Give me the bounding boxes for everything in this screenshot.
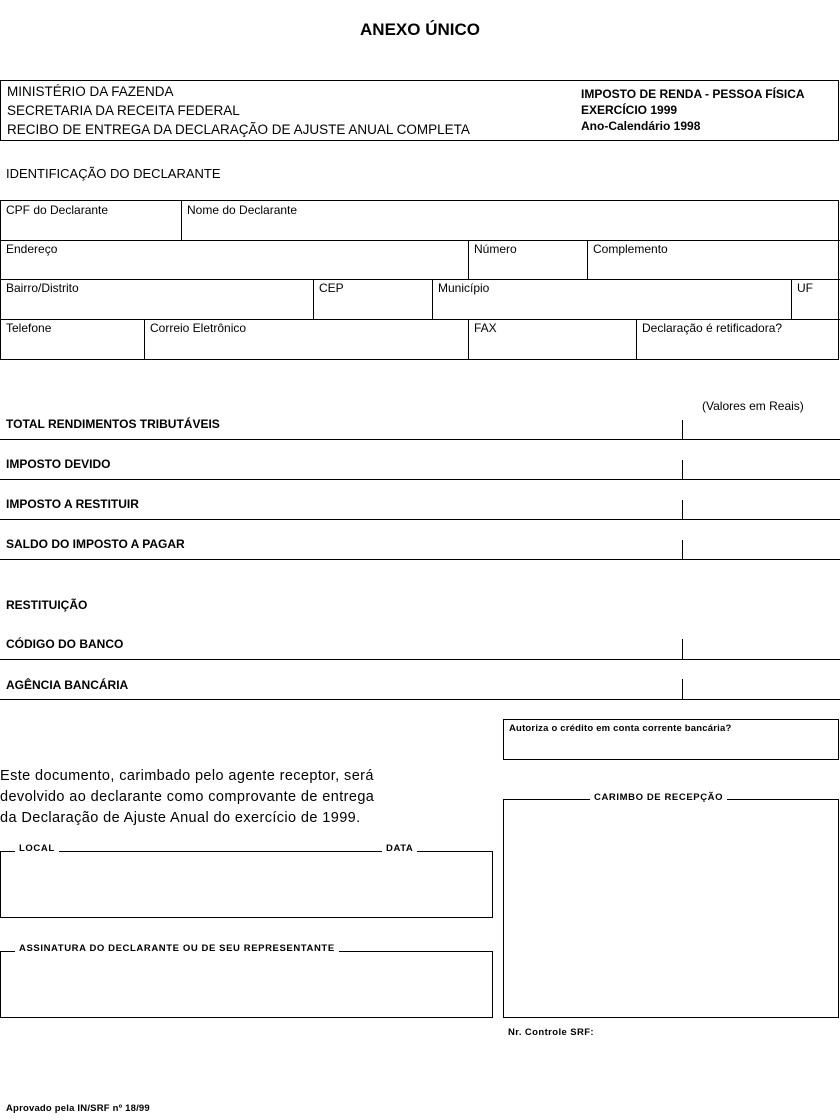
cep-field[interactable] bbox=[313, 279, 432, 319]
imposto-restituir-row[interactable] bbox=[0, 480, 840, 520]
telefone-label: Telefone bbox=[6, 321, 52, 335]
uf-label: UF bbox=[797, 281, 813, 295]
carimbo-box bbox=[503, 799, 839, 1018]
cpf-label: CPF do Declarante bbox=[6, 203, 109, 217]
agencia-label: AGÊNCIA BANCÁRIA bbox=[6, 678, 129, 692]
imposto-devido-row[interactable] bbox=[0, 440, 840, 480]
note-line-3: da Declaração de Ajuste Anual do exercício de 1999. bbox=[0, 810, 361, 826]
complemento-field[interactable] bbox=[587, 240, 840, 279]
retificadora-label: Declaração é retificadora? bbox=[642, 321, 783, 335]
numero-label: Número bbox=[474, 242, 517, 256]
imposto-restituir-label: IMPOSTO A RESTITUIR bbox=[6, 497, 139, 511]
nome-field[interactable] bbox=[181, 201, 840, 240]
exercise-year: EXERCÍCIO 1999 bbox=[581, 103, 678, 117]
endereco-field[interactable] bbox=[1, 240, 468, 279]
telefone-field[interactable] bbox=[1, 319, 144, 359]
numero-field[interactable] bbox=[468, 240, 587, 279]
codigo-banco-row[interactable] bbox=[0, 620, 840, 660]
bairro-field[interactable] bbox=[1, 279, 313, 319]
agencia-row[interactable] bbox=[0, 659, 840, 699]
header-box bbox=[0, 80, 839, 141]
note-line-2: devolvido ao declarante como comprovante de entrega bbox=[0, 789, 375, 805]
carimbo-label: CARIMBO DE RECEPÇÃO bbox=[590, 792, 727, 803]
email-label: Correio Eletrônico bbox=[150, 321, 247, 335]
assinatura-box[interactable] bbox=[0, 951, 493, 1018]
saldo-pagar-label: SALDO DO IMPOSTO A PAGAR bbox=[6, 537, 185, 551]
total-rendimentos-label: TOTAL RENDIMENTOS TRIBUTÁVEIS bbox=[6, 417, 220, 431]
identification-title: IDENTIFICAÇÃO DO DECLARANTE bbox=[6, 166, 221, 181]
total-rendimentos-row[interactable] bbox=[0, 400, 840, 440]
complemento-label: Complemento bbox=[593, 242, 668, 256]
municipio-label: Município bbox=[438, 281, 490, 295]
cpf-field[interactable] bbox=[1, 201, 181, 240]
page-title: ANEXO ÚNICO bbox=[360, 20, 480, 39]
retificadora-field[interactable] bbox=[636, 319, 840, 359]
municipio-field[interactable] bbox=[432, 279, 791, 319]
unit-note: (Valores em Reais) bbox=[702, 399, 804, 413]
email-field[interactable] bbox=[144, 319, 468, 359]
fax-field[interactable] bbox=[468, 319, 636, 359]
note-paragraph bbox=[0, 766, 480, 829]
restituicao-title: RESTITUIÇÃO bbox=[6, 598, 88, 612]
codigo-banco-label: CÓDIGO DO BANCO bbox=[6, 637, 124, 651]
identification-grid bbox=[0, 200, 839, 360]
ministry-name: MINISTÉRIO DA FAZENDA bbox=[7, 84, 174, 99]
note-line-1: Este documento, carimbado pelo agente receptor, será bbox=[0, 768, 374, 784]
tax-name: IMPOSTO DE RENDA - PESSOA FÍSICA bbox=[581, 87, 805, 101]
secretariat-name: SECRETARIA DA RECEITA FEDERAL bbox=[7, 103, 240, 118]
calendar-year: Ano-Calendário 1998 bbox=[581, 119, 701, 133]
cep-label: CEP bbox=[319, 281, 344, 295]
controle-srf-label: Nr. Controle SRF: bbox=[508, 1027, 594, 1038]
local-data-box[interactable] bbox=[0, 851, 493, 918]
fax-label: FAX bbox=[474, 321, 497, 335]
footer-approval: Aprovado pela IN/SRF nº 18/99 bbox=[6, 1103, 150, 1114]
nome-label: Nome do Declarante bbox=[187, 203, 298, 217]
receipt-title: RECIBO DE ENTREGA DA DECLARAÇÃO DE AJUSTE ANUAL COMPLETA bbox=[7, 122, 470, 137]
autoriza-credito-box[interactable] bbox=[503, 719, 839, 760]
bairro-label: Bairro/Distrito bbox=[6, 281, 79, 295]
uf-field[interactable] bbox=[791, 279, 840, 319]
endereco-label: Endereço bbox=[6, 242, 58, 256]
saldo-pagar-row[interactable] bbox=[0, 520, 840, 560]
autoriza-credito-label: Autoriza o crédito em conta corrente bancária? bbox=[509, 723, 732, 734]
data-label: DATA bbox=[382, 843, 417, 854]
imposto-devido-label: IMPOSTO DEVIDO bbox=[6, 457, 111, 471]
assinatura-label: ASSINATURA DO DECLARANTE OU DE SEU REPRESENTANTE bbox=[15, 943, 339, 954]
local-label: LOCAL bbox=[15, 843, 59, 854]
